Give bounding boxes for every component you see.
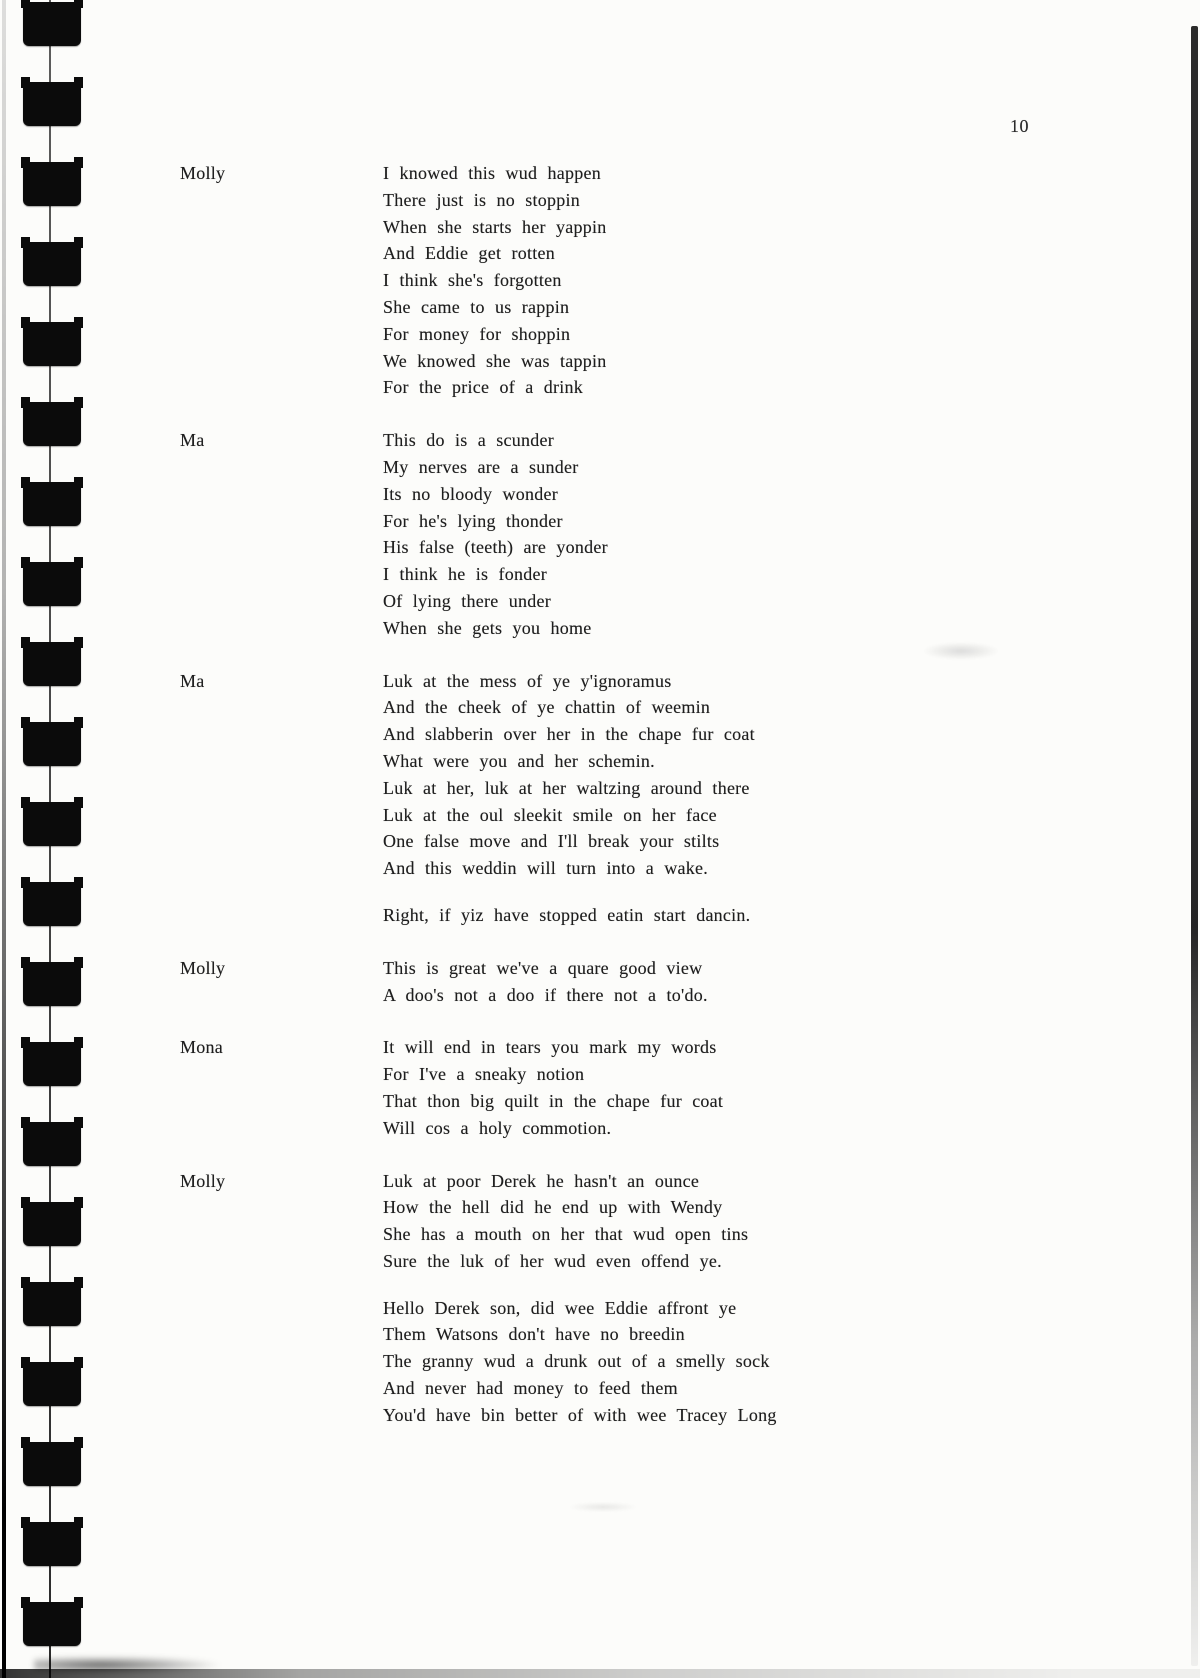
dialogue-line: We knowed she was tappin (383, 350, 607, 371)
dialogue-line: I think he is fonder (383, 564, 547, 585)
dialogue-line: One false move and I'll break your stilts (383, 831, 720, 852)
dialogue-line: For money for shoppin (383, 323, 571, 344)
dialogue-line: Luk at the oul sleekit smile on her face (383, 804, 717, 825)
stanza (383, 1034, 1110, 1141)
dialogue-block (180, 160, 1110, 401)
stanza (383, 668, 1110, 882)
script-content (180, 160, 1110, 1429)
dialogue-line: It will end in tears you mark my words (383, 1037, 717, 1058)
binding-hole (23, 322, 81, 366)
dialogue-line: When she starts her yappin (383, 216, 607, 237)
binding-hole (23, 722, 81, 766)
scan-bottom-smear (34, 1656, 224, 1674)
binding-hole (23, 802, 81, 846)
scan-right-edge (1191, 26, 1198, 1666)
dialogue-line: A doo's not a doo if there not a to'do. (383, 984, 708, 1005)
dialogue-line: The granny wud a drunk out of a smelly sock (383, 1351, 770, 1372)
speaker-label: Molly (180, 1170, 226, 1191)
dialogue-line: I think she's forgotten (383, 270, 562, 291)
binding-hole (23, 1122, 81, 1166)
dialogue-line: Sure the luk of her wud even offend ye. (383, 1250, 722, 1271)
dialogue-block (180, 668, 1110, 929)
binding-hole (23, 242, 81, 286)
scan-left-edge (2, 0, 6, 1678)
dialogue-line: For he's lying thonder (383, 510, 563, 531)
binding-hole (23, 882, 81, 926)
dialogue-line: When she gets you home (383, 617, 592, 638)
dialogue-line: I knowed this wud happen (383, 163, 601, 183)
dialogue-line: And this weddin will turn into a wake. (383, 858, 708, 879)
dialogue-line: Right, if yiz have stopped eatin start dancin. (383, 904, 751, 925)
binding-hole (23, 642, 81, 686)
dialogue-line: His false (teeth) are yonder (383, 537, 608, 558)
speaker-label: Mona (180, 1037, 223, 1058)
binding-hole (23, 1442, 81, 1486)
binding-hole (23, 1042, 81, 1086)
dialogue-line: Luk at the mess of ye y'ignoramus (383, 670, 672, 691)
dialogue-line: This is great we've a quare good view (383, 957, 703, 978)
dialogue-line: And slabberin over her in the chape fur coat (383, 724, 755, 745)
dialogue-column (383, 1168, 1110, 1429)
dialogue-line: How the hell did he end up with Wendy (383, 1197, 723, 1218)
dialogue-block (180, 1168, 1110, 1429)
stanza (383, 1168, 1110, 1275)
stanza (383, 955, 1110, 1009)
binding-hole (23, 82, 81, 126)
stanza (383, 1295, 1110, 1429)
dialogue-line: Luk at her, luk at her waltzing around there (383, 777, 750, 798)
dialogue-column (383, 427, 1110, 641)
dialogue-line: And never had money to feed them (383, 1378, 678, 1399)
dialogue-block (180, 955, 1110, 1009)
stanza (383, 160, 1110, 401)
dialogue-line: She came to us rappin (383, 296, 570, 317)
dialogue-line: Its no bloody wonder (383, 483, 558, 504)
dialogue-column (383, 1034, 1110, 1141)
dialogue-line: And Eddie get rotten (383, 243, 555, 264)
dialogue-line: You'd have bin better of with wee Tracey Long (383, 1404, 777, 1425)
binding-hole (23, 1602, 81, 1646)
dialogue-line: Hello Derek son, did wee Eddie affront ye (383, 1297, 737, 1318)
binding-hole (23, 1362, 81, 1406)
binding-hole (23, 162, 81, 206)
dialogue-line: For I've a sneaky notion (383, 1064, 585, 1085)
speaker-label: Molly (180, 163, 226, 183)
speaker-label: Molly (180, 957, 226, 978)
stanza (383, 902, 1110, 929)
dialogue-column (383, 160, 1110, 401)
speaker-label: Ma (180, 670, 205, 691)
binding-hole (23, 1202, 81, 1246)
dialogue-line: Them Watsons don't have no breedin (383, 1324, 685, 1345)
dialogue-line: This do is a scunder (383, 430, 554, 451)
dialogue-line: Of lying there under (383, 590, 551, 611)
dialogue-line: My nerves are a sunder (383, 456, 579, 477)
binding-hole (23, 482, 81, 526)
dialogue-line: She has a mouth on her that wud open tins (383, 1224, 749, 1245)
binding-strip (0, 0, 115, 1678)
dialogue-block (180, 1034, 1110, 1141)
page-number: 10 (1010, 116, 1029, 136)
dialogue-column (383, 668, 1110, 929)
dialogue-line: Will cos a holy commotion. (383, 1117, 612, 1138)
binding-hole (23, 562, 81, 606)
stanza (383, 427, 1110, 641)
binding-hole (23, 1282, 81, 1326)
binding-hole (23, 962, 81, 1006)
dialogue-block (180, 427, 1110, 641)
dialogue-line: There just is no stoppin (383, 189, 580, 210)
dialogue-line: Luk at poor Derek he hasn't an ounce (383, 1170, 700, 1191)
speaker-label: Ma (180, 430, 205, 451)
dialogue-line: For the price of a drink (383, 377, 583, 398)
dialogue-line: What were you and her schemin. (383, 750, 655, 771)
dialogue-column (383, 955, 1110, 1009)
dialogue-line: That thon big quilt in the chape fur coat (383, 1090, 724, 1111)
binding-hole (23, 1522, 81, 1566)
binding-hole (23, 2, 81, 46)
scan-smudge (568, 1502, 638, 1512)
binding-hole (23, 402, 81, 446)
dialogue-line: And the cheek of ye chattin of weemin (383, 697, 711, 718)
